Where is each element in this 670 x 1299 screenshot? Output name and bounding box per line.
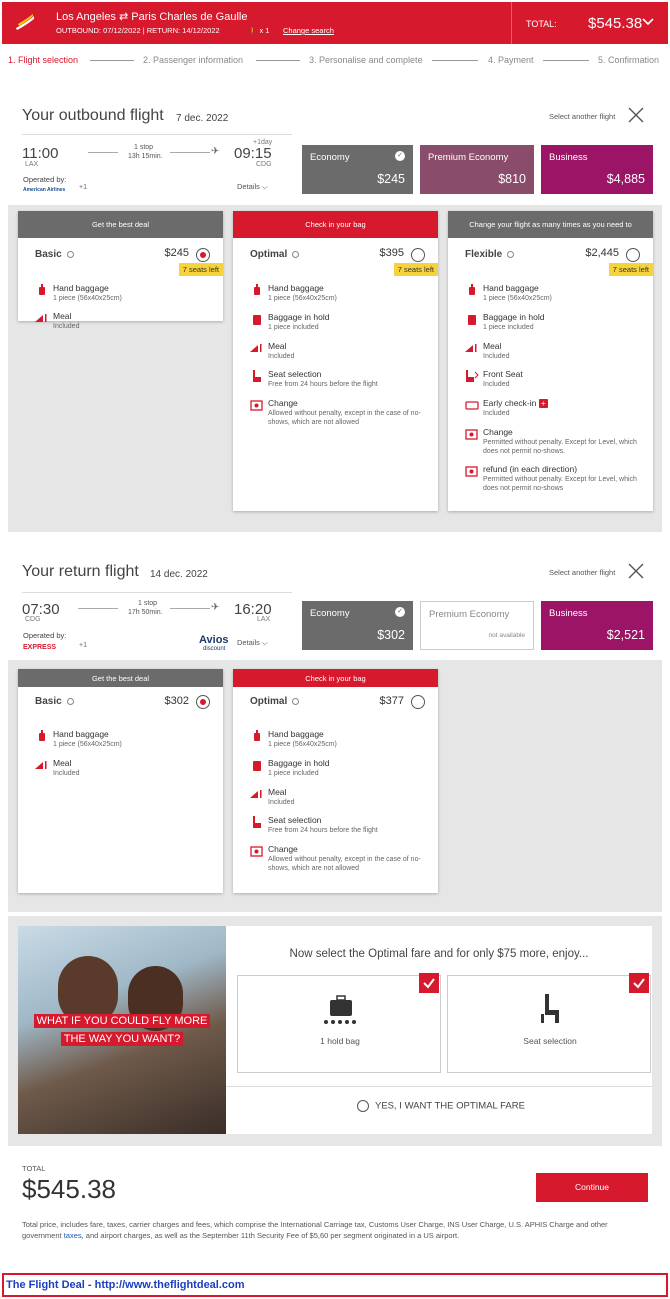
feature-desc: 1 piece included [483,324,534,331]
header-divider [511,2,512,44]
fare-radio[interactable] [411,248,425,262]
fare-header: Check in your bag [233,669,438,687]
details-label: Details [237,638,260,647]
fare-optimal[interactable] [233,211,438,511]
seat-icon [250,369,264,381]
feature-desc: Allowed without penalty, except in the case of no-shows, which are not allowed [268,410,421,427]
hand-baggage-icon [35,283,49,295]
info-icon[interactable] [292,698,299,705]
total-label: TOTAL: [526,19,557,29]
fare-name [465,249,514,260]
promo-heading: Now select the Optimal fare and for only $75 more, enjoy... [289,948,589,960]
change-search-link[interactable]: Change search [283,26,334,35]
footer-link[interactable]: The Flight Deal - http://www.theflightdeal.com [6,1279,245,1291]
details-label: Details [237,182,260,191]
fare-price: $395 [379,247,404,259]
return-flight-card [8,550,662,660]
cabin-name: Business [549,152,588,163]
outbound-section [8,94,662,532]
feature-desc: Included [53,323,80,330]
feature-desc: 1 piece (56x40x25cm) [53,295,122,302]
duration-label: 13h 15min. [128,153,163,160]
step-divider [432,60,478,61]
arrival-code: LAX [257,616,271,623]
step-divider [90,60,134,61]
info-icon[interactable] [67,251,74,258]
feature-desc: 1 piece (56x40x25cm) [53,741,122,748]
cabin-name: Premium Economy [429,609,510,620]
cabin-price: $4,885 [606,172,645,186]
fare-price: $2,445 [585,247,619,259]
plane-icon: ✈ [211,602,220,613]
cabin-name: Business [549,608,588,619]
meal-icon [250,787,264,799]
hand-baggage-icon [465,283,479,295]
taxes-link[interactable]: taxes [63,1230,82,1240]
early-checkin-icon [465,398,479,410]
fare-header: Get the best deal [18,669,223,687]
feature-title: Hand baggage [53,283,109,293]
hand-baggage-icon [250,283,264,295]
seat-icon [539,994,563,1024]
arrival-code: CDG [256,161,272,168]
cabin-premium-economy[interactable] [420,145,534,194]
option-label: Seat selection [523,1036,577,1046]
departure-code: CDG [25,616,41,623]
top-bar [2,2,668,44]
price-note-text-end: , and airport charges, as well as the September 11th Security Fee of $5,60 per segment originated in a US airport. [81,1230,460,1240]
feature-title: Seat selection [268,815,322,825]
hand-baggage-icon [250,729,264,741]
feature-desc: Included [483,410,510,417]
change-icon [250,844,264,856]
plane-icon: ✈ [211,146,220,157]
cabin-premium-economy [420,601,534,650]
feature-title: Baggage in hold [483,312,545,322]
meal-icon [35,311,49,323]
divider [22,592,292,593]
feature-title: Baggage in hold [268,758,330,768]
front-seat-icon [465,369,479,381]
operated-by-label: Operated by: [23,631,67,640]
arrival-time: 09:15 [234,145,272,162]
promo-image-text [28,1012,216,1048]
feature-title: Change [483,427,513,437]
route-line [170,608,210,609]
fare-flexible[interactable] [448,211,653,511]
feature-title [483,398,548,408]
hand-baggage-icon [35,729,49,741]
divider [226,1086,652,1087]
cabin-business[interactable] [541,145,653,194]
progress-steps [0,44,670,77]
fare-price: $245 [164,247,189,259]
step-confirmation: 5. Confirmation [598,55,660,65]
promo-image [18,926,226,1134]
info-icon[interactable] [67,698,74,705]
fare-price: $377 [379,695,404,707]
close-icon[interactable] [628,563,644,579]
feature-desc: Free from 24 hours before the flight [268,827,378,834]
route-from: Los Angeles [56,11,116,23]
plus-icon[interactable]: + [539,399,548,408]
avios-logo: Avios [199,634,229,646]
trip-dates: OUTBOUND: 07/12/2022 | RETURN: 14/12/2022 [56,26,220,35]
check-icon: ✓ [395,607,405,617]
price-note-text: Total price, includes fare, taxes, carrier charges and fees, which comprise the International Carriage tax, Customs User Charge, INS User Charge, U.S. APHIS Charge and other government [22,1220,608,1240]
meal-icon [35,758,49,770]
feature-title: Meal [483,341,502,351]
hold-baggage-icon [465,312,479,324]
passenger-count-label: x 1 [259,26,270,35]
feature-title: Hand baggage [53,729,109,739]
departure-code: LAX [25,161,39,168]
total-amount: $545.38 [22,1174,116,1204]
optimal-fare-optin[interactable] [357,1100,525,1112]
duration-label: 17h 50min. [128,609,163,616]
fare-name [35,249,74,260]
return-section [8,550,662,912]
iberia-express-logo: EXPRESS [23,644,57,651]
departure-time: 07:30 [22,601,60,618]
return-title: Your return flight [22,563,139,580]
passenger-count [248,26,269,35]
refund-icon [465,464,479,476]
divider [22,134,292,135]
fare-header: Check in your bag [233,211,438,238]
checkbox-checked-icon[interactable] [419,973,439,993]
feature-title: Meal [268,341,287,351]
footer-banner [2,1273,668,1297]
feature-desc: 1 piece (56x40x25cm) [268,741,337,748]
chevron-down-icon[interactable] [642,16,654,28]
total-section [8,1146,662,1261]
feature-desc: Permitted without penalty. Except for Level, which does not permit no-shows. [483,439,637,456]
feature-title: Meal [53,758,72,768]
fare-radio[interactable] [196,695,210,709]
cabin-business[interactable] [541,601,653,650]
route-to: Paris Charles de Gaulle [131,11,248,23]
cabin-price: $302 [377,628,405,642]
operator-extra: +1 [79,642,87,649]
fare-name-label: Basic [35,249,62,260]
american-airlines-logo: American Airlines [23,187,66,193]
select-another-flight-link[interactable]: Select another flight [549,112,616,121]
meal-icon [465,341,479,353]
feature-desc: Included [483,353,510,360]
feature-desc: 1 piece included [268,770,319,777]
fare-header: Change your flight as many times as you need to [448,211,653,238]
fare-basic[interactable] [18,669,223,893]
feature-title: Front Seat [483,369,523,379]
fare-optimal[interactable] [233,669,438,893]
info-icon[interactable] [507,251,514,258]
stops-label: 1 stop [138,600,158,607]
feature-title: refund (in each direction) [483,464,578,474]
return-date: 14 dec. 2022 [150,569,208,580]
feature-title: Change [268,844,298,854]
fare-radio[interactable] [626,248,640,262]
fare-radio[interactable] [196,248,210,262]
passenger-icon: 🚶 [248,26,258,35]
seat-icon [250,815,264,827]
operator-extra: +1 [79,184,87,191]
fare-name-label: Flexible [465,249,503,260]
feature-title: Baggage in hold [268,312,330,322]
stops-label: 1 stop [134,144,154,151]
details-link[interactable] [237,182,268,192]
iberia-logo-icon[interactable] [14,12,36,32]
cabin-name: Economy [310,152,350,163]
cabin-name: Premium Economy [428,152,509,163]
total-price: $545.38 [588,15,643,32]
chevron-down-icon: ⌵ [262,638,268,647]
hold-baggage-icon [250,312,264,324]
cabin-name: Economy [310,608,350,619]
step-passenger-information: 2. Passenger information [143,55,244,65]
outbound-date: 7 dec. 2022 [176,113,229,124]
step-divider [543,60,589,61]
feature-desc: 1 piece (56x40x25cm) [483,295,552,302]
cabin-economy[interactable] [302,145,413,194]
chevron-down-icon: ⌵ [262,182,268,191]
price-note [22,1220,648,1242]
step-divider [256,60,300,61]
feature-title: Meal [53,311,72,321]
route-line [170,152,210,153]
promo-image-caption: WHAT IF YOU COULD FLY MORE THE WAY YOU WANT? [34,1014,211,1046]
fare-name-label: Optimal [250,696,288,707]
feature-title: Change [268,398,298,408]
change-icon [250,398,264,410]
fare-header: Get the best deal [18,211,223,238]
seats-left-badge: 7 seats left [609,263,653,276]
select-another-flight-link[interactable]: Select another flight [549,568,616,577]
total-label: TOTAL [22,1164,46,1173]
info-icon[interactable] [292,251,299,258]
round-trip-icon: ⇄ [119,11,132,23]
step-flight-selection: 1. Flight selection [8,55,79,65]
feature-title: Seat selection [268,369,322,379]
feature-desc: Included [483,381,510,388]
meal-icon [250,341,264,353]
suitcase-icon [320,994,360,1026]
feature-desc: Allowed without penalty, except in the case of no-shows, which are not allowed [268,856,421,873]
hold-baggage-icon [250,758,264,770]
fare-name-label: Basic [35,696,62,707]
departure-time: 11:00 [22,145,59,162]
upsell-banner [8,916,662,1146]
cabin-economy[interactable] [302,601,413,650]
checkbox-checked-icon[interactable] [629,973,649,993]
fare-name [250,249,299,260]
fare-basic[interactable] [18,211,223,330]
continue-button[interactable]: Continue [536,1173,648,1202]
details-link[interactable] [237,638,268,648]
avios-discount-label: discount [203,646,226,652]
cabin-price: not available [488,632,525,639]
route-line [88,152,118,153]
seats-left-badge: 7 seats left [179,263,223,276]
arrival-time: 16:20 [234,601,272,618]
promo-panel [226,926,652,1134]
feature-desc: 1 piece (56x40x25cm) [268,295,337,302]
route-summary [56,10,247,23]
plus-day-label: +1day [253,139,273,146]
step-personalise: 3. Personalise and complete [309,55,423,65]
option-label: 1 hold bag [320,1036,360,1046]
cabin-price: $2,521 [606,628,645,642]
feature-desc: Permitted without penalty. Except for Level, which does not permit no-shows [483,476,637,493]
feature-title: Hand baggage [268,729,324,739]
feature-desc: Included [53,770,80,777]
fare-name [35,696,74,707]
feature-title: Meal [268,787,287,797]
cabin-price: $810 [498,172,526,186]
fare-radio[interactable] [411,695,425,709]
optin-radio[interactable] [357,1100,369,1112]
step-payment: 4. Payment [488,55,534,65]
outbound-title: Your outbound flight [22,107,164,124]
option-seat-selection[interactable] [447,975,651,1073]
change-icon [465,427,479,439]
close-icon[interactable] [628,107,644,123]
route-line [78,608,118,609]
fare-name-label: Optimal [250,249,288,260]
cabin-price: $245 [377,172,405,186]
operated-by-label: Operated by: [23,175,67,184]
optin-label: YES, I WANT THE OPTIMAL FARE [375,1100,525,1112]
feature-desc: Included [268,353,295,360]
feature-desc: 1 piece included [268,324,319,331]
fare-price: $302 [164,695,189,707]
fare-name [250,696,299,707]
feature-desc: Included [268,799,295,806]
feature-title: Hand baggage [268,283,324,293]
option-hold-bag[interactable] [237,975,441,1073]
seats-left-badge: 7 seats left [394,263,438,276]
feature-title-text: Early check-in [483,398,537,408]
check-icon: ✓ [395,151,405,161]
outbound-flight-card [8,94,662,205]
feature-title: Hand baggage [483,283,539,293]
feature-desc: Free from 24 hours before the flight [268,381,378,388]
